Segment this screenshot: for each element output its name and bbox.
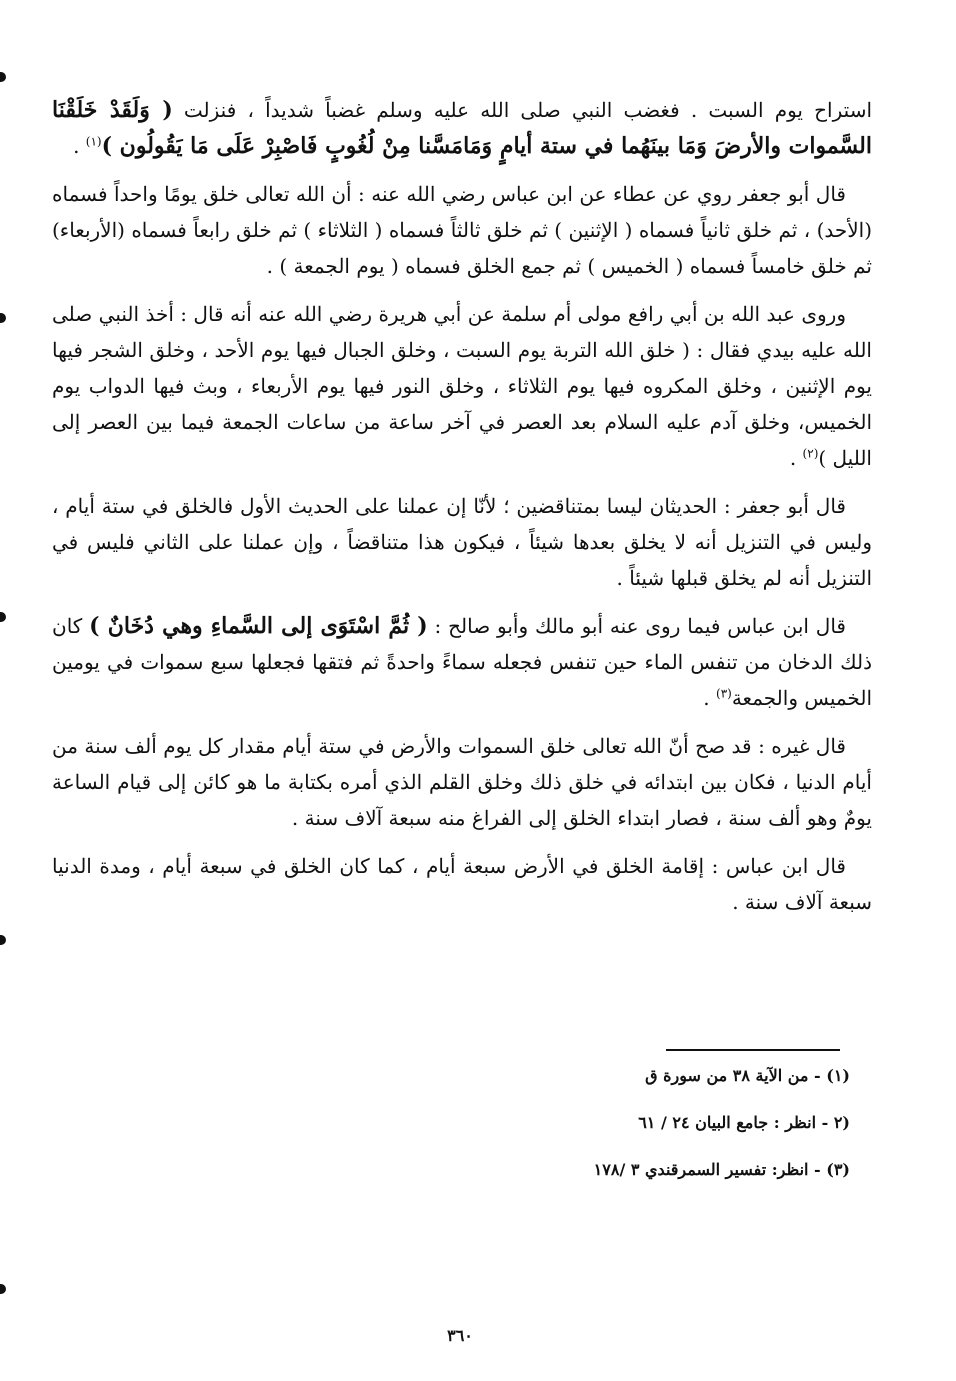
footnote-ref-1: (١) — [85, 134, 102, 149]
paragraph-5-intro: قال ابن عباس فيما روى عنه أبو مالك وأبو صالح : — [427, 614, 846, 638]
binding-hole-mark — [0, 1284, 6, 1294]
footnotes — [420, 1066, 850, 1207]
paragraph-1-text: استراح يوم السبت . فغضب النبي صلى الله عليه وسلم غضباً شديداً ، فنزلت — [172, 98, 873, 122]
paragraph-2 — [52, 176, 872, 284]
footnote-divider — [666, 1049, 840, 1051]
paragraph-5-end: . — [703, 686, 716, 710]
paragraph-3-end: . — [789, 446, 803, 470]
quran-verse-2: ( ثُمَّ اسْتَوَى إلى السَّماءِ وهي دُخَانٌ ) — [89, 613, 428, 639]
paragraph-7-text: قال ابن عباس : إقامة الخلق في الأرض سبعة أيام ، كما كان الخلق في سبعة أيام ، ومدة الدنيا سبعة آلاف سنة . — [52, 854, 872, 914]
page-body — [52, 92, 872, 932]
paragraph-6 — [52, 728, 872, 836]
binding-hole-mark — [0, 935, 6, 945]
quran-verse-1: ( وَلَقَدْ خَلَقْنَا السَّموات والأرضَ وَمَا بينَهُما في ستة أيامٍ وَمَامَسَّنا مِنْ لُغُوبٍ فَاصْبِرْ عَلَى مَا يَقُولُون ) — [52, 97, 872, 159]
paragraph-7 — [52, 848, 872, 920]
binding-hole-mark — [0, 313, 6, 323]
footnote-3: (٣) - انظر: تفسير السمرقندي ٣ /١٧٨ — [593, 1160, 850, 1179]
paragraph-3 — [52, 296, 872, 476]
footnote-1: (١) - من الآية ٣٨ من سورة ق — [645, 1066, 850, 1085]
footnote-ref-3: (٣) — [716, 686, 732, 701]
paragraph-6-text: قال غيره : قد صح أنّ الله تعالى خلق السموات والأرض في ستة أيام مقدار كل يوم ألف سنة من أيام الدنيا ، فكان بين ابتدائه في خلق ذلك وخلق القلم الذي أمره بكتابة ما هو كائن إلى قيام الساعة يومٌ وهو ألف سنة ، فصار ابتداء الخلق إلى الفراغ منه سبعة آلاف سنة . — [52, 734, 872, 830]
paragraph-4 — [52, 488, 872, 596]
paragraph-5-text: كان ذلك الدخان من تنفس الماء حين تنفس فجعله سماءً واحدةً ثم فتقها فجعلها سبع سموات في يومين الخميس والجمعة — [52, 614, 872, 710]
footnote-2: (٢ - انظر : جامع البيان ٢٤ / ٦١ — [638, 1113, 850, 1132]
binding-hole-mark — [0, 612, 6, 622]
paragraph-2-text: قال أبو جعفر روي عن عطاء عن ابن عباس رضي الله عنه : أن الله تعالى خلق يومًا واحداً فسماه (الأحد) ، ثم خلق ثانياً فسماه ( الإثنين ) ثم خلق ثالثاً فسماه ( الثلاثاء ) ثم خلق رابعاً فسماه (الأربعاء) ثم خلق خامساً فسماه ( الخميس ) ثم جمع الخلق فسماه ( يوم الجمعة ) . — [52, 182, 872, 278]
paragraph-1 — [52, 92, 872, 164]
footnote-ref-2: (٢) — [802, 446, 819, 461]
paragraph-3-text: وروى عبد الله بن أبي رافع مولى أم سلمة عن أبي هريرة رضي الله عنه أنه قال : أخذ النبي صلى الله عليه بيدي فقال : ( خلق الله التربة يوم السبت ، وخلق الجبال فيها يوم الأحد ، وخلق الشجر فيها يوم الإثنين ، وخلق المكروه فيها يوم الثلاثاء ، وخلق النور فيها يوم الأربعاء ، وبث فيها الدواب يوم الخميس، وخلق آدم عليه السلام بعد العصر في آخر ساعة من ساعات الجمعة فيما بين العصر إلى الليل ) — [52, 302, 872, 470]
page-number: ٣٦٠ — [447, 1326, 473, 1345]
paragraph-1-end: . — [73, 134, 86, 158]
paragraph-4-text: قال أبو جعفر : الحديثان ليسا بمتناقضين ؛ لأنّا إن عملنا على الحديث الأول فالخلق في ستة أيام ، وليس في التنزيل أنه لا يخلق بعدها شيئاً ، فيكون هذا متناقضاً ، وإن عملنا على الثاني فليس في التنزيل أنه لم يخلق قبلها شيئاً . — [52, 494, 872, 590]
paragraph-5 — [52, 608, 872, 716]
binding-hole-mark — [0, 72, 6, 82]
